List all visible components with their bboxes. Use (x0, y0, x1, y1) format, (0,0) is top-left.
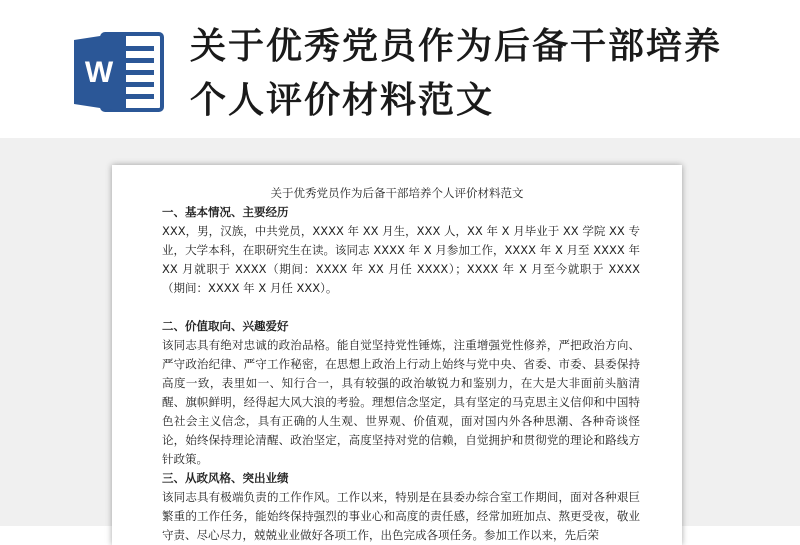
word-document-icon (72, 30, 166, 114)
document-title: 关于优秀党员作为后备干部培养个人评价材料范文 (270, 186, 524, 200)
section-paragraph: XXX，男，汉族，中共党员，XXXX 年 XX 月生，XXX 人，XX 年 X 月毕业于 XX 学院 XX 专业，大学本科，在职研究生在读。该同志 XXXX 年 X 月参加工作，XXXX 年 X 月至 XXXX 年 XX 月就职于 XXXX（期间：XXXX 年 XX 月任 XXXX）；XXXX 年 X 月至今就职于 XXXX（期间：XXXX 年 X 月任 XXX）。 (162, 224, 640, 295)
page-title: 关于优秀党员作为后备干部培养个人评价材料范文 (190, 26, 723, 121)
document-page (112, 165, 682, 545)
section-heading: 三、从政风格、突出业绩 (162, 471, 289, 485)
word-icon-letter: W (84, 56, 114, 89)
section-paragraph: 该同志具有绝对忠诚的政治品格。能自觉坚持党性锤炼，注重增强党性修养，严把政治方向、严守政治纪律、严守工作秘密，在思想上政治上行动上始终与党中央、省委、市委、县委保持高度一致，表里如一、知行合一，具有较强的政治敏锐力和鉴别力，在大是大非面前头脑清醒、旗帜鲜明，经得起大风大浪的考验。理想信念坚定，具有坚定的马克思主义信仰和中国特色社会主义信念，具有正确的人生观、世界观、价值观，面对国内外各种思潮、各种奇谈怪论，始终保持理论清醒、政治坚定，高度坚持对党的信赖，自觉拥护和贯彻党的理论和路线方针政策。 (162, 338, 640, 466)
section-heading: 一、基本情况、主要经历 (162, 205, 289, 219)
section-heading: 二、价值取向、兴趣爱好 (162, 319, 289, 333)
blank-line (162, 298, 640, 317)
document-body (162, 203, 640, 545)
header-banner (0, 0, 800, 138)
section-paragraph: 该同志具有极端负责的工作作风。工作以来，特别是在县委办综合室工作期间，面对各种艰巨繁重的工作任务，能始终保持强烈的事业心和高度的责任感，经常加班加点、熬更受夜，敬业守责、尽心尽力，兢兢业业做好各项工作，出色完成各项任务。参加工作以来，先后荣 (162, 490, 640, 542)
